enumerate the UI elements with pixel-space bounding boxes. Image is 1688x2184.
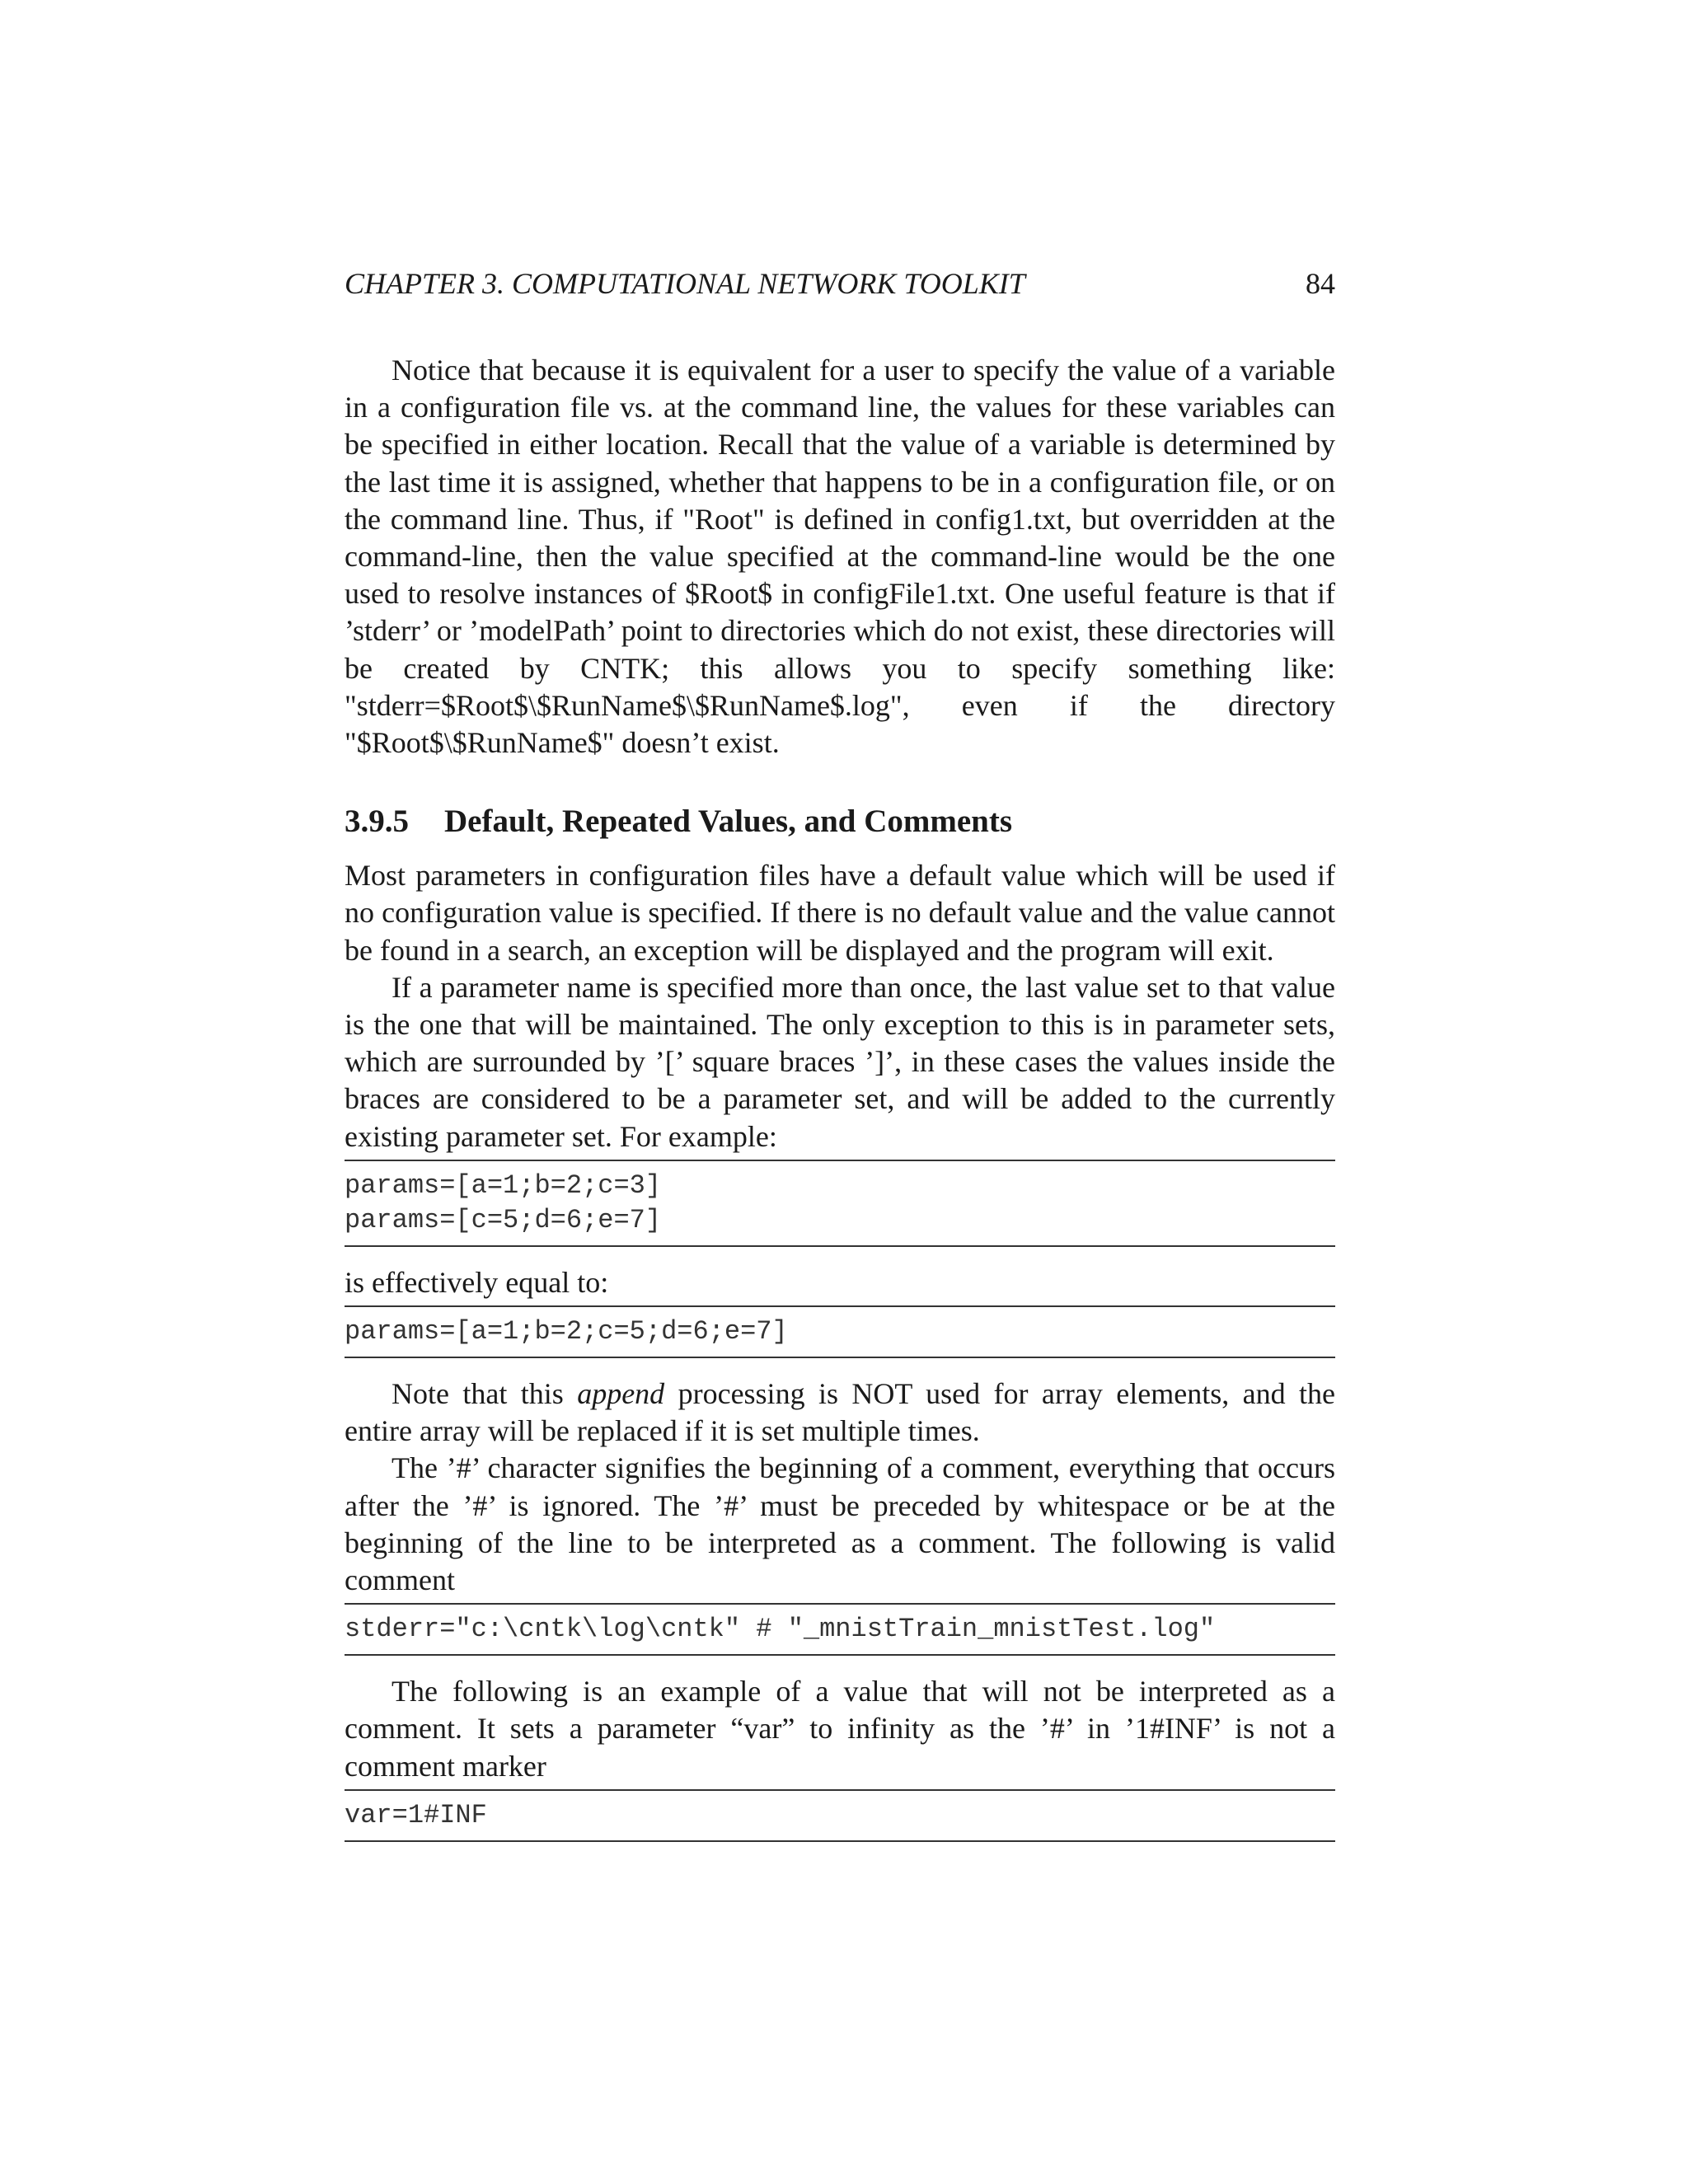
paragraph-append-note [345,1376,1335,1450]
emphasis-append: append [577,1377,665,1411]
paragraph-not-comment: The following is an example of a value that will not be interpreted as a comment. It sets a parameter “var” to infinity as the ’#’ in ’1#INF’ is not a comment marker [345,1675,1335,1783]
page-number: 84 [1306,267,1335,300]
text-run: Note that this [392,1377,578,1411]
code-block-params [345,1160,1335,1247]
paragraph-repeated-values: If a parameter name is specified more than once, the last value set to that value is the one that will be maintained. The only exception to this is in parameter sets, which are surrounded by ’[’ square braces ’]’, in these cases the values inside the braces are considered to be a parameter set, and will be added to the currently existing parameter set. For example: [345,970,1335,1153]
section-number: 3.9.5 [345,804,409,840]
paragraph-equivalence: is effectively equal to: [345,1265,609,1299]
paragraph-comments: The ’#’ character signifies the beginning of a comment, everything that occurs after the ’#’ is ignored. The ’#’ must be preceded by whitespace or be at the beginning of the line to be interpreted as a comment. The following is valid comment [345,1451,1335,1597]
section-heading [345,802,1335,841]
code-line: params=[a=1;b=2;c=5;d=6;e=7] [345,1316,788,1347]
section-title: Default, Repeated Values, and Comments [444,804,1013,840]
running-head: CHAPTER 3. COMPUTATIONAL NETWORK TOOLKIT [345,267,1025,300]
code-block-params-merged [345,1305,1335,1358]
code-line: var=1#INF [345,1799,487,1830]
page-header [345,265,1335,302]
paragraph-variable-resolution: Notice that because it is equivalent for a user to specify the value of a variable in a configuration file vs. at the command line, the values for these variables can be specified in either location. Recall that the value of a variable is determined by the last time it is assigned, whether that happens to be in a configuration file, or on the command line. Thus, if "Root" is defined in config1.txt, but overridden at the command-line, then the value specified at the command-line would be the one used to resolve instances of $Root$ in configFile1.txt. One useful feature is that if ’stderr’ or ’modelPath’ point to directories which do not exist, these directories will be created by CNTK; this allows you to specify something like: "stderr=$Root$\$RunName$\$RunName$.log", even if the directory "$Root$\$RunName$" doesn’t exist. [345,354,1335,760]
code-line: params=[c=5;d=6;e=7] [345,1204,662,1235]
page-body [345,352,1335,1859]
code-line: params=[a=1;b=2;c=3] [345,1169,662,1201]
text-run: processing is NOT used for array elements, and the entire array will be replaced if it is set multiple times. [345,1377,1335,1448]
code-block-comment [345,1603,1335,1656]
paragraph-default-values: Most parameters in configuration files have a default value which will be used if no configuration value is specified. If there is no default value and the value cannot be found in a search, an exception will be displayed and the program will exit. [345,859,1335,967]
code-block-infinity [345,1789,1335,1842]
code-line: stderr="c:\cntk\log\cntk" # "_mnistTrain_mnistTest.log" [345,1614,1216,1645]
